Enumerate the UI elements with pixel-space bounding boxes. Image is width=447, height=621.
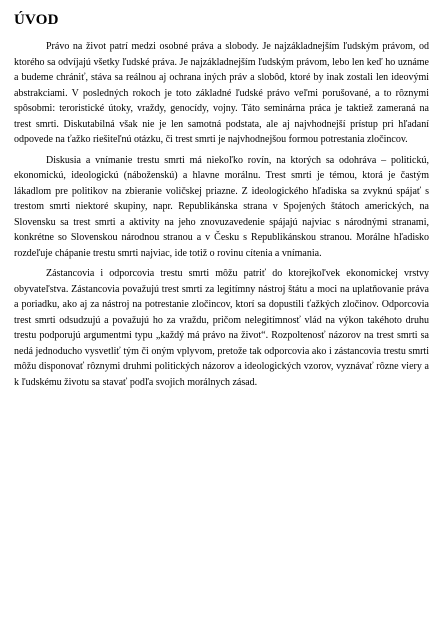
paragraph-1: Právo na život patrí medzi osobné práva a slobody. Je najzákladnejším ľudským právom, od ktorého sa odvíjajú všetky ľudské práva. Je najzákladnejším ľudským právom, lebo len keď ho uznáme a budeme chrániť, stáva sa reálnou aj ochrana iných práv a slobôd, ktoré by inak zostali len ideovými abstrakciami. V posledných rokoch je toto základné ľudské právo veľmi porušované, a to rôznymi spôsobmi: teroristické útoky, vraždy, genocídy, vojny. Táto seminárna práca je taktiež zameraná na trest smrti. Diskutabilná však nie je len samotná podstata, ale aj najvhodnejší prístup pri hľadaní odpovede na ťažko riešiteľnú otázku, či trest smrti je najvhodnejšou formou potrestania zločincov. bbox=[14, 41, 429, 145]
paragraph-2: Diskusia a vnímanie trestu smrti má niekoľko rovín, na ktorých sa odohráva – politickú, ekonomickú, ideologickú (náboženskú) a hlavne morálnu. Trest smrti je témou, ktorá je častým lákadlom pre politikov na zbieranie voličskej priazne. Z ideologického hľadiska sa zvyknú spájať s trestom smrti niektoré skupiny, napr. Republikánska strana v Spojených štátoch amerických, na Slovensku sa trest smrti a aktivity na jeho znovuzavedenie spájajú najviac s národnými stranami, konkrétne so Slovenskou národnou stranou a v Česku s Republikánskou stranou. Morálne hľadisko rozdeľuje chápanie trestu smrti najviac, ide totiž o rovinu cítenia a vnímania. bbox=[14, 154, 429, 259]
paragraph-3: Zástancovia i odporcovia trestu smrti môžu patriť do ktorejkoľvek ekonomickej vrstvy obyvateľstva. Zástancovia považujú trest smrti za legitímny nástroj štátu a moci na uplatňovanie práva a poriadku, ako aj za nástroj na potrestanie zločincov, ktorí sa dopustili ťažkých zločinov. Odporcovia trest smrti odsudzujú a považujú ho za vraždu, pričom nelegitímnosť vlád na výkon takéhoto druhu trestu podporujú argumentmi typu „každý má právo na život“. Rozpoltenosť názorov na trest smrti sa nedá jednoducho vysvetliť tým či oným vplyvom, pretože tak odporcovia ako i zástancovia trestu smrti môžu disponovať rôznymi druhmi politických názorov a ideologických vzorov, vyznávať rôzne viery a k ľudskému životu sa stavať podľa svojich morálnych zásad. bbox=[14, 268, 429, 388]
section-heading: ÚVOD bbox=[14, 12, 59, 28]
